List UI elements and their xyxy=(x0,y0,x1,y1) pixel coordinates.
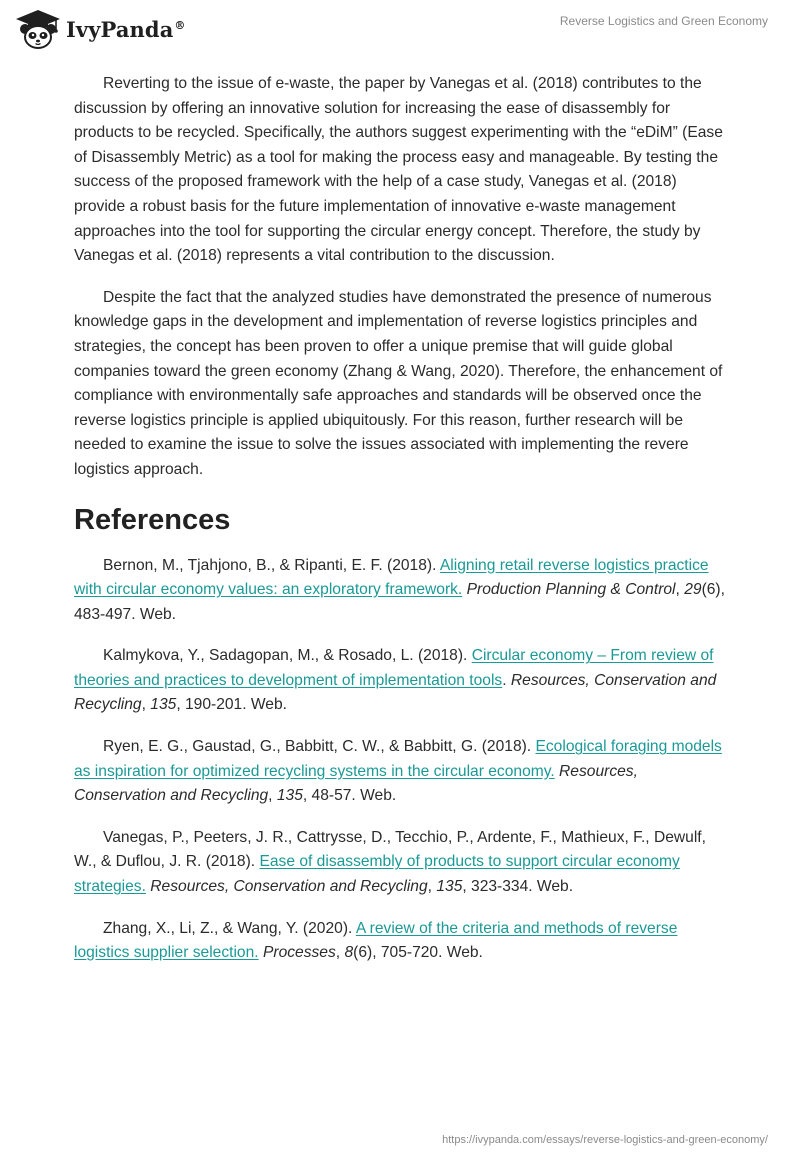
essay-content xyxy=(74,72,728,983)
footer-url[interactable]: https://ivypanda.com/essays/reverse-logistics-and-green-economy/ xyxy=(442,1134,768,1146)
reference-volume: 135 xyxy=(436,878,463,896)
reference-journal: Processes xyxy=(262,944,336,962)
reference-journal: Resources, Conservation and Recycling xyxy=(74,762,638,805)
reference-entry: Zhang, X., Li, Z., & Wang, Y. (2020). A review of the criteria and methods of reverse logistics supplier selection. Processes, 8(6), 705-720. Web. xyxy=(74,919,678,962)
reference-volume: 29 xyxy=(684,581,702,599)
panda-graduate-icon xyxy=(14,8,62,50)
reference-volume: 8 xyxy=(344,944,354,962)
reference-authors: Vanegas, P., Peeters, J. R., Cattrysse, D., Tecchio, P., Ardente, F., Mathieux, F., Dewulf, W., & Duflou, J. R. (2018). xyxy=(74,828,706,871)
reference-authors: Ryen, E. G., Gaustad, G., Babbitt, C. W., & Babbitt, G. (2018). xyxy=(103,738,536,756)
reference-journal: Resources, Conservation and Recycling xyxy=(74,671,717,714)
reference-entry: Vanegas, P., Peeters, J. R., Cattrysse, D., Tecchio, P., Ardente, F., Mathieux, F., Dewulf, W., & Duflou, J. R. (2018). Ease of disassembly of products to support circular economy strategies. Resources, Conservation and Recycling, 135, 323-334. Web. xyxy=(74,828,706,896)
reference-entry: Bernon, M., Tjahjono, B., & Ripanti, E. F. (2018). Aligning retail reverse logistics practice with circular economy values: an exploratory framework. Production Planning & Control, 29(6), 483-497. Web. xyxy=(74,556,725,623)
page-header xyxy=(0,0,800,60)
reference-link[interactable]: Ease of disassembly of products to support circular economy strategies. xyxy=(74,853,680,896)
reference-journal: Production Planning & Control xyxy=(466,581,676,599)
ivypanda-logo[interactable] xyxy=(14,8,186,50)
reference-authors: Kalmykova, Y., Sadagopan, M., & Rosado, L. (2018). xyxy=(103,647,472,665)
reference-entry: Kalmykova, Y., Sadagopan, M., & Rosado, L. (2018). Circular economy – From review of theories and practices to development of implementation tools. Resources, Conservation and Recycling, 135, 190-201. Web. xyxy=(74,647,717,714)
logo-text: IvyPanda® xyxy=(66,16,186,42)
reference-authors: Bernon, M., Tjahjono, B., & Ripanti, E. F. (2018). xyxy=(103,556,440,574)
body-paragraph: Despite the fact that the analyzed studies have demonstrated the presence of numerous knowledge gaps in the development and implementation of reverse logistics principles and strategies, the concept has been proven to offer a unique premise that will guide global companies toward the green economy (Zhang & Wang, 2020). Therefore, the enhancement of compliance with environmentally safe approaches and standards will be observed once the reverse logistics principle is applied ubiquitously. For this reason, further research will be needed to examine the issue to solve the issues associated with implementing the revere logistics approach. xyxy=(74,288,723,478)
reference-link[interactable]: Aligning retail reverse logistics practice with circular economy values: an exploratory framework. xyxy=(74,556,709,599)
reference-link[interactable]: Ecological foraging models as inspiration for optimized recycling systems in the circular economy. xyxy=(74,738,722,780)
reference-link[interactable]: Circular economy – From review of theories and practices to development of implementation tools xyxy=(74,647,714,689)
reference-authors: Zhang, X., Li, Z., & Wang, Y. (2020). xyxy=(103,919,356,937)
reference-volume: 135 xyxy=(276,787,303,805)
body-paragraph: Reverting to the issue of e-waste, the paper by Vanegas et al. (2018) contributes to the discussion by offering an innovative solution for increasing the ease of disassembly for products to be recycled. Specifically, the authors suggest experimenting with the “eDiM” (Ease of Disassembly Metric) as a tool for making the process easy and manageable. By testing the success of the proposed framework with the help of a case study, Vanegas et al. (2018) provide a robust basis for the future implementation of innovative e-waste management approaches into the tool for supporting the circular energy concept. Therefore, the study by Vanegas et al. (2018) represents a vital contribution to the discussion. xyxy=(74,75,723,265)
reference-entry: Ryen, E. G., Gaustad, G., Babbitt, C. W., & Babbitt, G. (2018). Ecological foraging models as inspiration for optimized recycling systems in the circular economy. Resources, Conservation and Recycling, 135, 48-57. Web. xyxy=(74,738,722,805)
document-title: Reverse Logistics and Green Economy xyxy=(559,14,768,28)
reference-journal: Resources, Conservation and Recycling xyxy=(150,878,428,896)
references-heading: References xyxy=(74,503,231,536)
reference-link[interactable]: A review of the criteria and methods of reverse logistics supplier selection. xyxy=(74,919,678,962)
reference-volume: 135 xyxy=(150,696,177,714)
